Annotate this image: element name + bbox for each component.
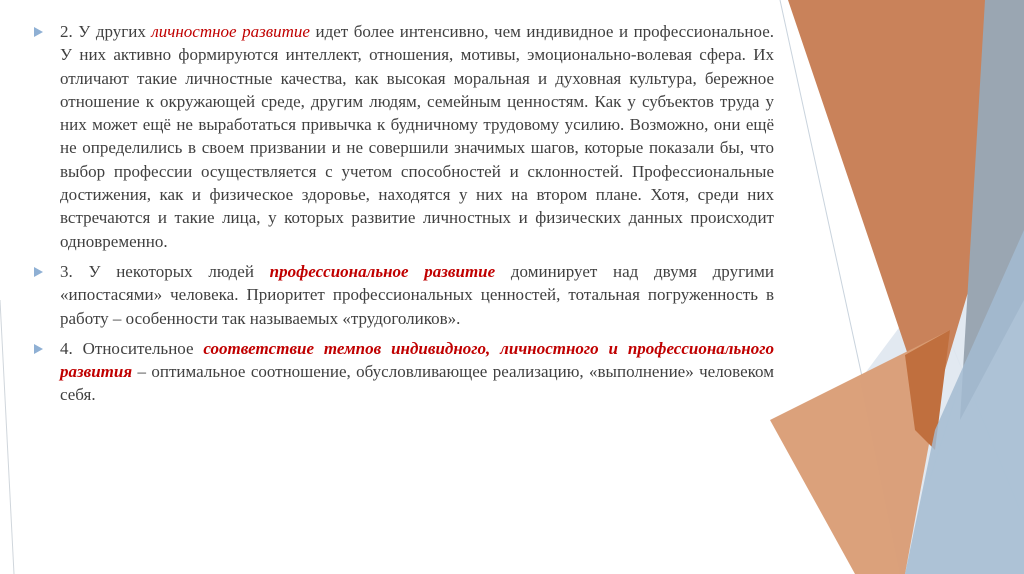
paragraph-item — [34, 260, 774, 330]
paragraph-item — [34, 337, 774, 407]
paragraph-text: – оптимальное соотношение, обусловливающее реализацию, «выполнение» человеком себя. — [60, 362, 774, 405]
paragraph-item — [34, 20, 774, 253]
left-decor-line — [0, 300, 14, 574]
paragraph-prefix: 2. У других — [60, 22, 152, 41]
highlight-text: личностное развитие — [151, 22, 310, 41]
bullet-arrow-icon — [34, 344, 43, 354]
paragraph-prefix: 4. Относительное — [60, 338, 204, 358]
paragraph-text: доминирует над двумя другими «ипостасями» человека. Приоритет профессиональных ценностей, тотальная погруженность в работу – особенности так называемых «трудоголиков». — [60, 261, 775, 328]
paragraph-prefix: 3. У некоторых людей — [60, 261, 270, 281]
highlight-text: профессиональное развитие — [269, 261, 496, 281]
bullet-arrow-icon — [34, 27, 43, 37]
paragraph-text: идет более интенсивно, чем индивидное и профессиональное. У них активно формируются интеллект, отношения, мотивы, эмоционально-волевая сфера. Их отличают такие личностные качества, как высокая моральная и духовная культура, бережное отношение к окружающей среде, другим людям, семейным ценностям. Как у субъектов труда у них может ещё не выработаться привычка к будничному трудовому усилию. Возможно, они ещё не определились в своем призвании и не совершили значимых шагов, которые показали бы, что выбор профессии осуществляется с учетом способностей и склонностей. Профессиональные достижения, как и физическое здоровье, находятся у них на втором плане. Хотя, среди них встречаются и такие лица, у которых развитие личностных и физических данных происходит одновременно. — [60, 22, 774, 251]
highlight-text: соответствие темпов индивидного, личностного и профессионального развития — [60, 338, 774, 382]
bullet-arrow-icon — [34, 267, 43, 277]
text-content — [34, 20, 774, 414]
